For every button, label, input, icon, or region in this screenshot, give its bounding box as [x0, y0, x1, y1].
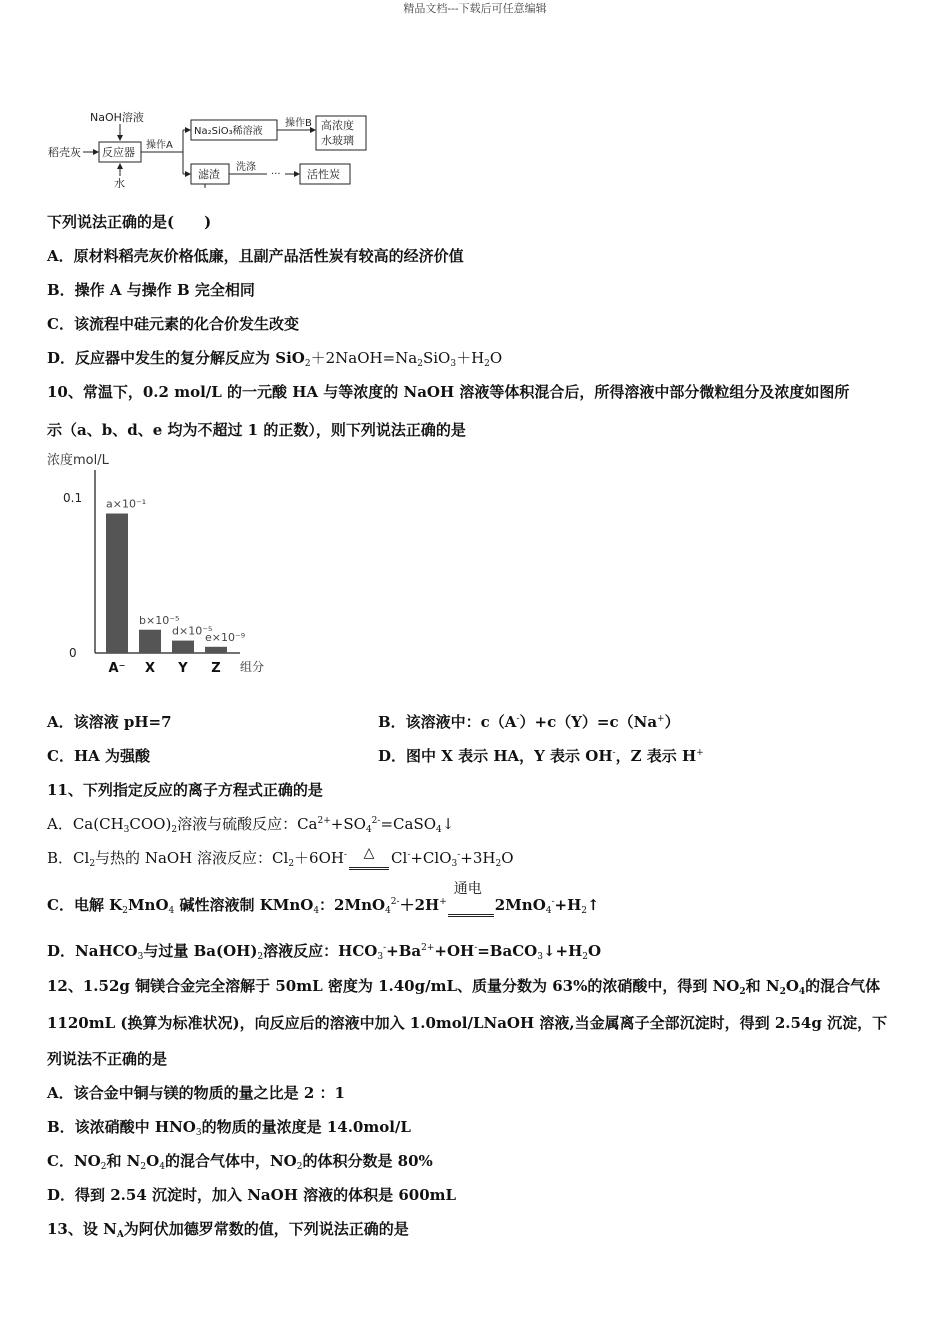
- flow-raw-label: 稻壳灰: [48, 146, 81, 159]
- q10-line2: 示（a、b、d、e 均为不超过 1 的正数），则下列说法正确的是: [47, 421, 466, 439]
- flow-sodium-label: Na₂SiO₃稀溶液: [194, 126, 263, 137]
- q10-option-c[interactable]: C．HA 为强酸: [47, 747, 150, 765]
- q10-option-d[interactable]: D．图中 X 表示 HA，Y 表示 OH-，Z 表示 H+: [378, 747, 704, 765]
- bar-label: d×10⁻⁵: [172, 624, 213, 638]
- q12-option-c[interactable]: C．$NO_2$和 $N_2O_4$的混合气体中，$NO_2$的体积分数是 80%: [47, 1152, 433, 1172]
- x-axis-label: 组分: [240, 660, 265, 674]
- flow-wash-label: 洗涤: [236, 162, 256, 173]
- flow-opA-label: 操作A: [146, 140, 173, 151]
- q11-stem: 11、下列指定反应的离子方程式正确的是: [47, 781, 323, 799]
- page-header: 精品文档---下载后可任意编辑: [403, 2, 547, 15]
- q11-option-d[interactable]: D．NaHCO$_3$与过量 $Ba(OH)_2$溶液反应：$HCO_3^-+Ba^{2+}+OH^-=BaCO_3↓+H_2O$: [47, 942, 602, 962]
- q11-option-b[interactable]: B．$Cl_2$与热的 NaOH 溶液反应：$Cl_2+6OH^-$ △ $Cl^-+ClO_3^-+3H_2O$: [47, 845, 514, 869]
- q9-stem: 下列说法正确的是( ): [47, 213, 212, 231]
- flow-dots: ···: [271, 169, 281, 180]
- y-axis-label: 浓度mol/L: [47, 453, 109, 468]
- flow-naoh-label: NaOH溶液: [90, 111, 144, 124]
- q10-option-b[interactable]: B．该溶液中：c（A-）+c（Y）=c（Na+）: [378, 713, 680, 731]
- electrolysis-label: 通电: [453, 881, 482, 897]
- flow-opB-label: 操作B: [285, 118, 312, 129]
- q12-option-b[interactable]: B．该浓硝酸中 $HNO_3$的物质的量浓度是 14.0mol/L: [47, 1118, 411, 1138]
- flow-carbon-label: 活性炭: [307, 168, 340, 181]
- flow-residue-label: 滤渣: [198, 168, 220, 181]
- flow-glass-label2: 水玻璃: [321, 134, 354, 147]
- q13-stem: 13、设 $N_A$为阿伏加德罗常数的值，下列说法正确的是: [47, 1220, 409, 1240]
- x-tick-label: A⁻: [108, 661, 126, 676]
- q12-line2: 1120mL (换算为标准状况)，向反应后的溶液中加入 1.0mol/LNaOH 溶液,当金属离子全部沉淀时，得到 2.54g 沉淀，下: [47, 1014, 888, 1032]
- y-tick-label: 0.1: [63, 491, 83, 505]
- x-tick-label: Z: [211, 661, 221, 676]
- concentration-chart: [45, 448, 285, 680]
- bar-label: a×10⁻¹: [106, 497, 147, 511]
- q12-line1: 12、1.52g 铜镁合金完全溶解于 50mL 密度为 1.40g/mL、质量分数为 63%的浓硝酸中，得到 $NO_2$和 $N_2O_4$的混合气体: [47, 977, 881, 997]
- q12-line3: 列说法不正确的是: [47, 1050, 168, 1068]
- flow-reactor-label: 反应器: [102, 146, 135, 159]
- bar-3: [205, 647, 227, 653]
- y-tick-label: 0: [69, 646, 77, 660]
- q9-option-c[interactable]: C．该流程中硅元素的化合价发生改变: [47, 315, 299, 333]
- q9-option-a[interactable]: A．原材料稻壳灰价格低廉，且副产品活性炭有较高的经济价值: [47, 247, 464, 265]
- bar-0: [106, 514, 128, 654]
- q12-option-a[interactable]: A．该合金中铜与镁的物质的量之比是 2 ：1: [47, 1084, 345, 1102]
- flow-water-label: 水: [114, 177, 125, 188]
- q10-option-a[interactable]: A．该溶液 pH=7: [47, 713, 172, 731]
- x-tick-label: X: [144, 661, 156, 676]
- q9-option-b[interactable]: B．操作 A 与操作 B 完全相同: [47, 281, 255, 299]
- bar-2: [172, 641, 194, 653]
- q11-option-a[interactable]: A．$Ca(CH_3COO)_2$溶液与硫酸反应：$Ca^{2+}+SO_4^{2-}=CaSO_4↓$: [47, 815, 455, 835]
- heat-symbol: △: [363, 845, 375, 861]
- flow-glass-label1: 高浓度: [321, 119, 354, 132]
- bar-1: [139, 630, 161, 653]
- bar-label: e×10⁻⁹: [205, 630, 246, 644]
- x-tick-label: Y: [178, 661, 188, 676]
- q10-line1: 10、常温下，0.2 mol/L 的一元酸 HA 与等浓度的 NaOH 溶液等体积混合后，所得溶液中部分微粒组分及浓度如图所: [47, 383, 850, 401]
- bar-label: b×10⁻⁵: [139, 613, 180, 627]
- q11-option-c[interactable]: C．电解 $K_2MnO_4$ 碱性溶液制 KMnO$_4$：2MnO$_4^{2-}$＋2H+ 通电 $2MnO_4^-+H_2↑$: [47, 894, 600, 917]
- q9-option-d[interactable]: D．反应器中发生的复分解反应为 $SiO_2+2NaOH=Na_2SiO_3+H_2O$: [47, 349, 503, 369]
- flow-diagram: [45, 108, 375, 188]
- q12-option-d[interactable]: D．得到 2.54 沉淀时，加入 NaOH 溶液的体积是 600mL: [47, 1186, 457, 1204]
